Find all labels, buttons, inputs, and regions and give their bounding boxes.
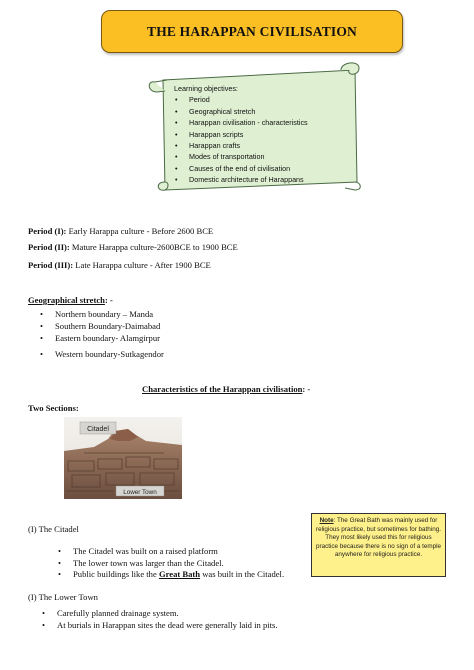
note-label: Note [319,517,334,524]
period-label: Period (II): [28,242,70,252]
list-item: • Causes of the end of civilisation [174,163,354,174]
list-item: • Carefully planned drainage system. [42,608,179,618]
list-item: • Harappan scripts [174,129,354,140]
learning-objectives [174,83,354,186]
list-item: • At burials in Harappan sites the dead were generally laid in pits. [42,619,278,630]
list-item: • Period [174,94,354,105]
characteristics-heading-text: Characteristics of the Harappan civilisation [142,384,303,394]
list-item-text: was built in the Citadel. [200,569,285,579]
list-item: • Domestic architecture of Harappans [174,174,354,185]
geo-list [40,309,164,361]
citadel-heading: (I) The Citadel [28,524,79,534]
learning-objectives-list [174,94,354,185]
list-item-text: The Citadel was built on a raised platform [73,546,218,556]
period-3 [28,260,211,270]
two-sections-heading: Two Sections: [28,403,79,413]
list-item: • Harappan civilisation - characteristics [174,117,354,128]
note-text: : The Great Bath was mainly used for religious practice, but sometimes for bathing. They most likely used this for religious practice because there is no sign of a temple anywhere for religious practice. [316,517,441,559]
lower-town-heading: (I) The Lower Town [28,592,98,602]
citadel-label: Citadel [87,426,109,433]
period-1 [28,226,213,236]
list-item: • Geographical stretch [174,106,354,117]
list-item: • Northern boundary – Manda [40,309,154,319]
note-box [311,513,446,577]
list-item: • Eastern boundary- Alamgirpur [40,333,161,343]
list-item: • Harappan crafts [174,140,354,151]
period-label: Period (I): [28,226,67,236]
list-item-text: Northern boundary – Manda [55,309,154,319]
list-item: • Modes of transportation [174,151,354,162]
list-item: • Southern Boundary-Daimabad [40,321,161,331]
great-bath-text: Great Bath [158,569,201,579]
list-item-text: The lower town was larger than the Citadel. [73,557,224,568]
lower-town-label: Lower Town [123,489,157,496]
learning-objectives-heading: Learning objectives: [174,84,238,93]
period-text: Early Harappa culture - Before 2600 BCE [66,226,214,236]
geo-heading-suffix: : - [104,295,113,305]
lower-town-list [42,608,278,631]
list-item: • Public buildings like the Great Bath was built in the Citadel. [58,569,285,579]
geo-heading [28,295,113,305]
list-item: • The lower town was larger than the Citadel. [58,557,224,568]
characteristics-heading-suffix: : - [302,384,311,394]
list-item-text: Public buildings like the [73,569,159,579]
page-title: THE HARAPPAN CIVILISATION [101,10,403,53]
citadel-list [58,546,284,581]
list-item: • Western boundary-Sutkagendor [40,349,164,359]
period-2 [28,242,238,252]
list-item-text: Eastern boundary- Alamgirpur [55,333,161,343]
period-text: Late Harappa culture - After 1900 BCE [73,260,211,270]
period-label: Period (III): [28,260,74,270]
list-item-text: Carefully planned drainage system. [57,608,179,618]
geo-heading-text: Geographical stretch [28,295,105,305]
list-item-text: Western boundary-Sutkagendor [55,349,164,359]
period-text: Mature Harappa culture-2600BCE to 1900 BCE [69,242,238,252]
list-item-text: Southern Boundary-Daimabad [55,321,161,331]
list-item: • The Citadel was built on a raised platform [58,546,218,556]
list-item-text: At burials in Harappan sites the dead were generally laid in pits. [57,619,278,630]
citadel-photo [64,417,182,499]
characteristics-heading [142,384,310,394]
